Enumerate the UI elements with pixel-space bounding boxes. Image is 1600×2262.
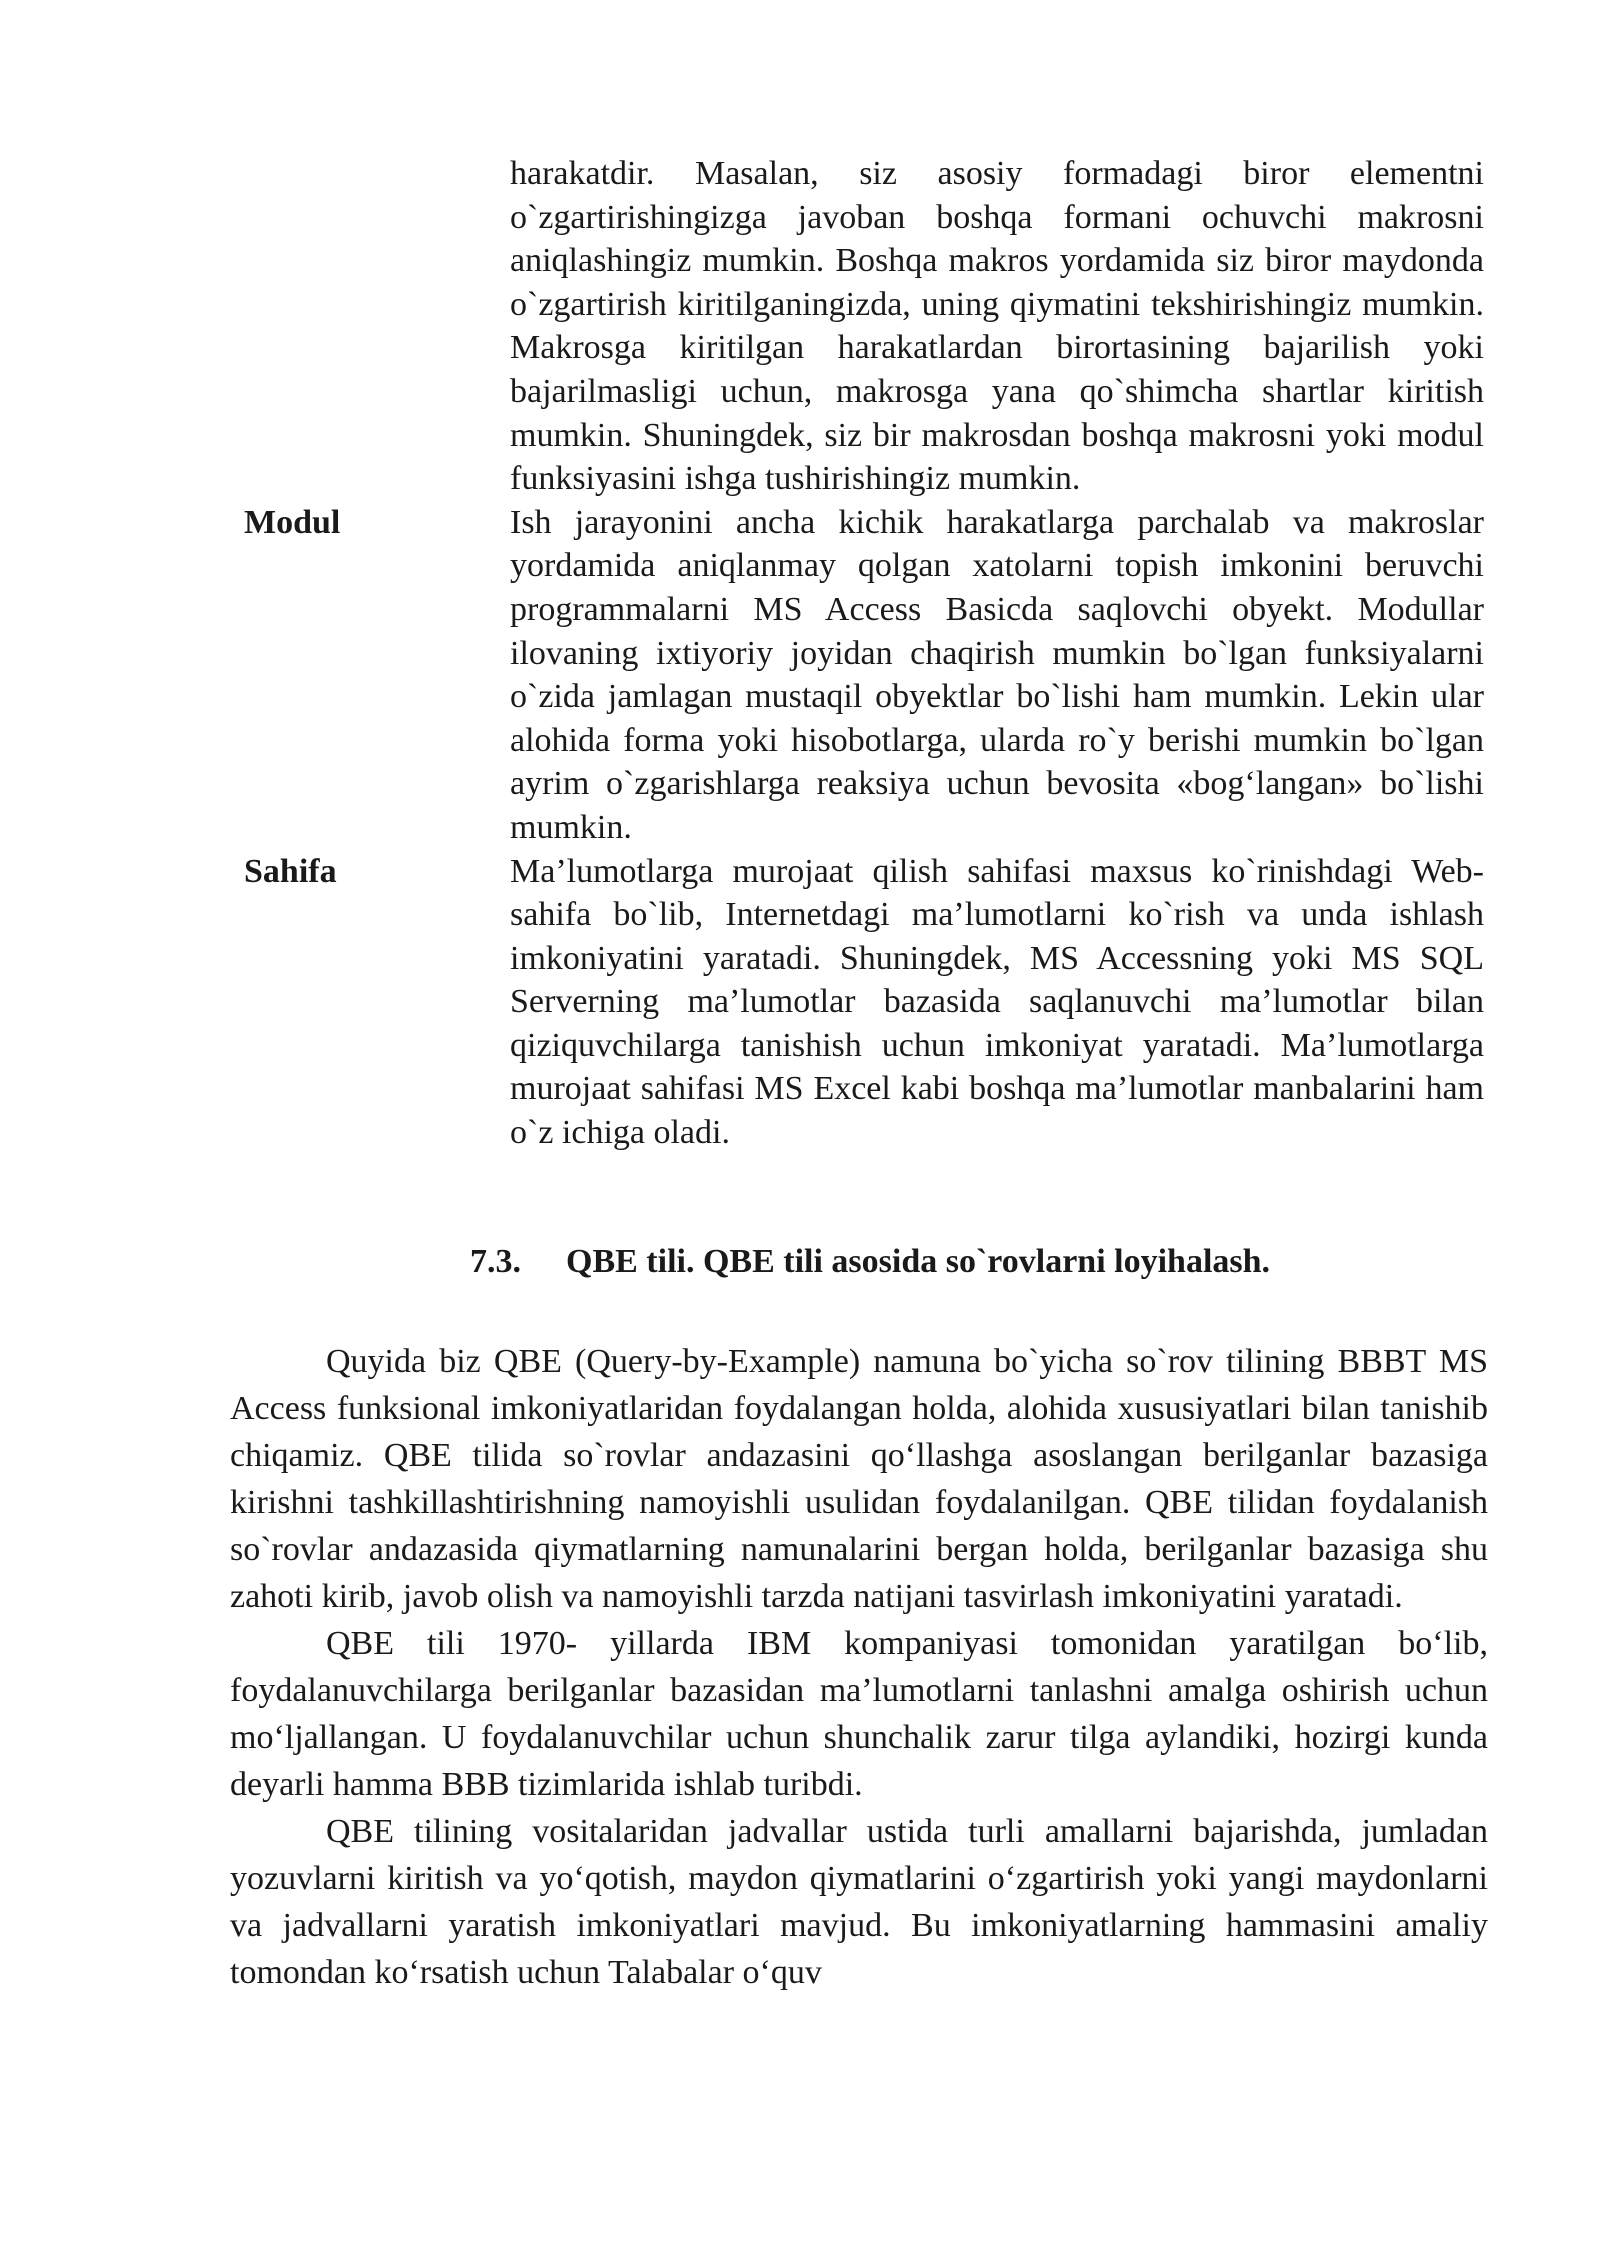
definition-text: Ish jarayonini ancha kichik harakatlarga parchalab va makroslar yordamida aniqlanmay qolgan xatolarni topish imkonini beruvchi programmalarni MS Access Basicda saqlovchi obyekt. Modullar ilovaning ixtiyoriy joyidan chaqirish mumkin bo`lgan funksiyalarni o`zida jamlagan mustaqil obyektlar bo`lishi ham mumkin. Lekin ular alohida forma yoki hisobotlarga, ularda ro`y berishi mumkin bo`lgan ayrim o`zgarishlarga reaksiya uchun bevosita «bog‘langan» bo`lishi mumkin. [510, 503, 1484, 846]
definition-text: Ma’lumotlarga murojaat qilish sahifasi maxsus ko`rinishdagi Web-sahifa bo`lib, Internetdagi ma’lumotlarni ko`rish va unda ishlash imkoniyatini yaratadi. Shuningdek, MS Accessning yoki MS SQL Serverning ma’lumotlar bazasida saqlanuvchi ma’lumotlar bilan qiziquvchilarga tanishish uchun imkoniyat yaratadi. Ma’lumotlarga murojaat sahifasi MS Excel kabi boshqa ma’lumotlar manbalarini ham o`z ichiga oladi. [510, 852, 1484, 1152]
paragraph: QBE tilining vositalaridan jadvallar ustida turli amallarni bajarishda, jumladan yozuvlarni kiritish va yo‘qotish, maydon qiymatlarini o‘zgartirish yoki yangi maydonlarni va jadvallarni yaratish imkoniyatlari mavjud. Bu imkoniyatlarning hammasini amaliy tomondan ko‘rsatish uchun Talabalar o‘quv [230, 1813, 1488, 1991]
definition-term: Modul [244, 503, 341, 541]
paragraph: Quyida biz QBE (Query-by-Example) namuna bo`yicha so`rov tilining BBBT MS Access funksional imkoniyatlaridan foydalangan holda, alohida xususiyatlari bilan tanishib chiqamiz. QBE tilida so`rovlar andazasini qo‘llashga asoslangan berilganlar bazasiga kirishni tashkillashtirishning namoyishli usulidan foydalanilgan. QBE tilidan foydalanish so`rovlar andazasida qiymatlarning namunalarini bergan holda, berilganlar bazasiga shu zahoti kirib, javob olish va namoyishli tarzda natijani tasvirlash imkoniyatini yaratadi. [230, 1343, 1488, 1615]
definition-row [244, 850, 1484, 1155]
body-text [230, 1338, 1488, 1996]
definition-text: harakatdir. Masalan, siz asosiy formadagi biror elementni o`zgartirishingizga javoban boshqa formani ochuvchi makrosni aniqlashingiz mumkin. Boshqa makros yordamida siz biror maydonda o`zgartirish kiritilganingizda, uning qiymatini tekshirishingiz mumkin. Makrosga kiritilgan harakatlardan birortasining bajarilish yoki bajarilmasligi uchun, makrosga yana qo`shimcha shartlar kiritish mumkin. Shuningdek, siz bir makrosdan boshqa makrosni yoki modul funksiyasini ishga tushirishingiz mumkin. [510, 155, 1484, 498]
definition-row [244, 501, 1484, 850]
paragraph: QBE tili 1970- yillarda IBM kompaniyasi tomonidan yaratilgan bo‘lib, foydalanuvchilarga berilganlar bazasidan ma’lumotlarni tanlashni amalga oshirish uchun mo‘ljallangan. U foydalanuvchilar uchun shunchalik zarur tilga aylandiki, hozirgi kunda deyarli hamma BBB tizimlarida ishlab turibdi. [230, 1625, 1488, 1803]
section-heading [470, 1240, 1470, 1284]
section-title: QBE tili. QBE tili asosida so`rovlarni loyihalash. [566, 1243, 1271, 1280]
definition-term: Sahifa [244, 852, 337, 890]
definition-row [244, 152, 1484, 501]
definition-table [244, 152, 1484, 1155]
section-number: 7.3. [470, 1243, 521, 1280]
